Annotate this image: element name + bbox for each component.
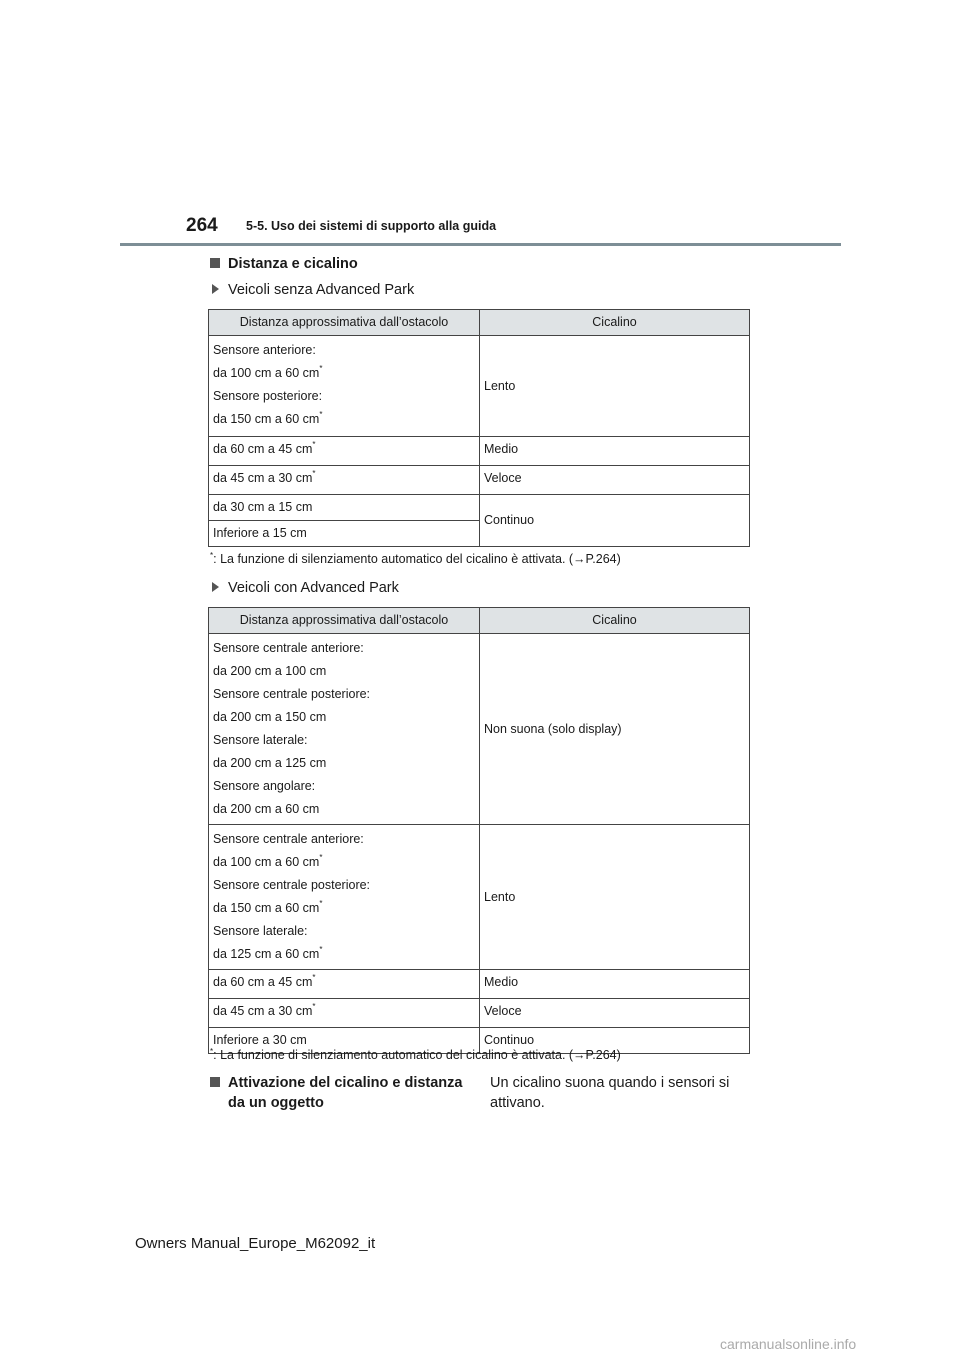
distance-cell: da 60 cm a 45 cm* [209,437,480,466]
cell-line: Sensore angolare: [213,779,316,793]
cell-line: Sensore centrale posteriore: [213,878,371,892]
cell-line: da 100 cm a 60 cm* [213,853,323,869]
triangle-bullet-icon [212,582,219,592]
buzzer-cell: Continuo [480,495,750,547]
square-bullet-icon [210,258,220,268]
table-header-row [209,310,750,336]
buzzer-cell: Medio [480,437,750,466]
col-header-buzzer: Cicalino [480,608,750,634]
table-row [209,970,750,999]
table-with-advanced-park [208,607,750,1054]
cell-line: da 200 cm a 150 cm [213,710,327,724]
subheading-with-advanced-park [212,578,399,598]
subheading-text: Veicoli senza Advanced Park [228,282,415,298]
footnote-text: : La funzione di silenziamento automatico del cicalino è attivata. (→P.264) [213,552,621,566]
section-title: 5-5. Uso dei sistemi di supporto alla guida [246,219,497,233]
buzzer-cell: Continuo [480,1028,750,1054]
triangle-bullet-icon [212,284,219,294]
col-header-buzzer: Cicalino [480,310,750,336]
subheading-text: Veicoli con Advanced Park [228,580,399,596]
subheading-without-advanced-park [212,280,414,300]
header-divider [120,243,841,246]
cell-line: Sensore centrale anteriore: [213,832,364,846]
table-header-row [209,608,750,634]
table-row [209,999,750,1028]
distance-cell: da 45 cm a 30 cm* [209,999,480,1028]
footnote [210,1048,621,1062]
buzzer-cell: Lento [480,336,750,437]
heading-buzzer-activation [210,1073,472,1113]
cell-line: Sensore laterale: [213,733,308,747]
cell-line: da 200 cm a 100 cm [213,664,327,678]
buzzer-cell: Lento [480,825,750,970]
buzzer-cell: Medio [480,970,750,999]
table-row [209,495,750,521]
cell-line: Sensore centrale anteriore: [213,641,364,655]
buzzer-cell: Veloce [480,466,750,495]
distance-cell [209,825,480,970]
buzzer-activation-text: Un cicalino suona quando i sensori si attivano. [490,1075,730,1111]
square-bullet-icon [210,1077,220,1087]
cell-line: Sensore posteriore: [213,389,323,403]
table-row [209,825,750,970]
table-row [209,466,750,495]
heading-text: Distanza e cicalino [228,256,358,272]
footnote-marker: * [210,551,214,560]
distance-cell: da 45 cm a 30 cm* [209,466,480,495]
table-row [209,634,750,825]
table-row [209,437,750,466]
cell-line: Sensore anteriore: [213,343,316,357]
distance-cell: Inferiore a 15 cm [209,521,480,547]
cell-line: Sensore centrale posteriore: [213,687,371,701]
footnote-text: : La funzione di silenziamento automatico del cicalino è attivata. (→P.264) [213,1048,621,1062]
table-without-advanced-park [208,309,750,547]
footnote [210,552,621,566]
footnote-marker: * [210,1047,214,1056]
col-header-distance: Distanza approssimativa dall’ostacolo [209,608,480,634]
heading-distance-buzzer [210,254,358,274]
buzzer-cell: Non suona (solo display) [480,634,750,825]
page-number: 264 [186,215,218,236]
cell-line: da 125 cm a 60 cm* [213,945,323,961]
cell-line: da 150 cm a 60 cm* [213,410,323,426]
watermark: carmanualsonline.info [720,1336,857,1352]
cell-line: da 200 cm a 60 cm [213,802,320,816]
heading-line: da un oggetto [228,1095,324,1111]
table-row [209,336,750,437]
distance-cell: da 60 cm a 45 cm* [209,970,480,999]
distance-cell: Inferiore a 30 cm [209,1028,480,1054]
cell-line: da 100 cm a 60 cm* [213,364,323,380]
col-header-distance: Distanza approssimativa dall’ostacolo [209,310,480,336]
heading-line: Attivazione del cicalino e distanza [228,1075,463,1091]
cell-line: da 150 cm a 60 cm* [213,899,323,915]
footer-manual-name: Owners Manual_Europe_M62092_it [135,1235,376,1252]
buzzer-cell: Veloce [480,999,750,1028]
distance-cell: da 30 cm a 15 cm [209,495,480,521]
distance-cell [209,634,480,825]
cell-line: da 200 cm a 125 cm [213,756,327,770]
distance-cell [209,336,480,437]
cell-line: Sensore laterale: [213,924,308,938]
